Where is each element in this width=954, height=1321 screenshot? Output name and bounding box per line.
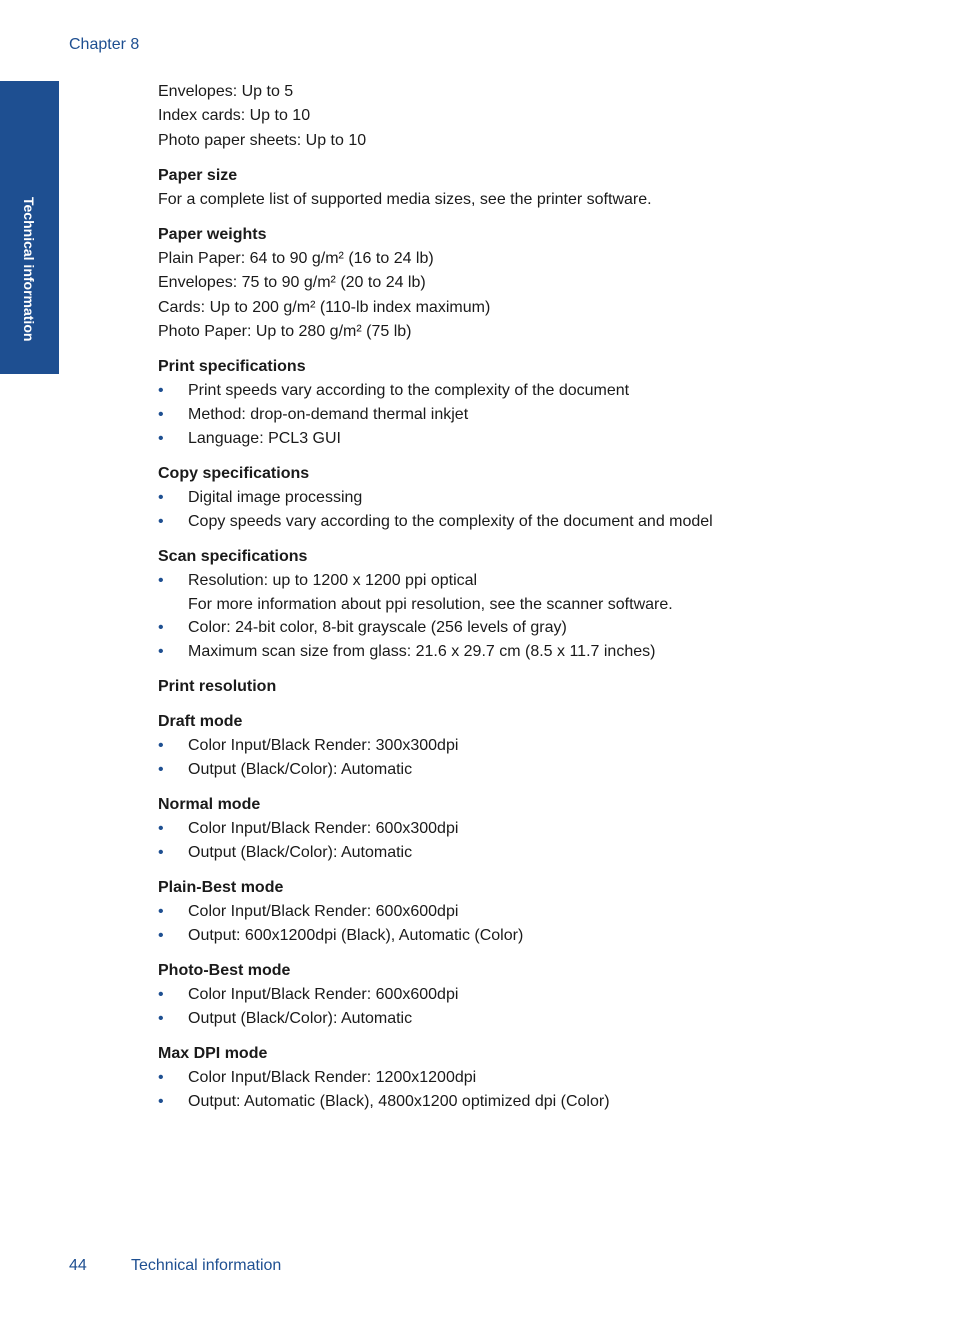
bullet-list [158,569,918,664]
bullet-icon: • [158,382,164,400]
paper-weight-line: Cards: Up to 200 g/m² (110-lb index maximum) [158,298,491,316]
bullet-list [158,817,918,865]
list-item: • Output (Black/Color): Automatic [158,1007,918,1031]
intro-line: Photo paper sheets: Up to 10 [158,131,367,149]
print-specs-section [158,355,918,451]
scan-specs-section [158,545,918,664]
mode-photo-best [158,959,918,1031]
list-item: • Color Input/Black Render: 600x600dpi [158,900,918,924]
paper-weight-line: Envelopes: 75 to 90 g/m² (20 to 24 lb) [158,274,426,292]
list-item: • Color Input/Black Render: 1200x1200dpi [158,1066,918,1090]
mode-heading: Photo-Best mode [158,962,291,980]
list-item: • Output (Black/Color): Automatic [158,758,918,782]
list-item: • Color: 24-bit color, 8-bit grayscale (256 levels of gray) [158,616,918,640]
list-item: • Method: drop-on-demand thermal inkjet [158,403,918,427]
bullet-list [158,379,918,451]
bullet-list [158,983,918,1031]
bullet-icon: • [158,761,164,779]
bullet-icon: • [158,1010,164,1028]
bullet-list [158,900,918,948]
bullet-icon: • [158,737,164,755]
list-item: • Color Input/Black Render: 600x300dpi [158,817,918,841]
side-tab-label: Technical information [21,197,37,342]
paper-weight-line: Plain Paper: 64 to 90 g/m² (16 to 24 lb) [158,250,434,268]
page-number: 44 [69,1257,87,1274]
bullet-icon: • [158,430,164,448]
bullet-list [158,1066,918,1114]
list-item: • Copy speeds vary according to the complexity of the document and model [158,510,918,534]
bullet-icon: • [158,489,164,507]
section-heading: Paper weights [158,226,267,244]
mode-draft [158,710,918,782]
bullet-icon: • [158,844,164,862]
intro-lines [158,80,918,153]
footer-title: Technical information [131,1257,282,1274]
paper-weights-section [158,223,918,344]
bullet-icon: • [158,820,164,838]
intro-line: Envelopes: Up to 5 [158,83,294,100]
bullet-list [158,486,918,534]
copy-specs-section [158,462,918,534]
list-item: • Digital image processing [158,486,918,510]
section-heading: Scan specifications [158,548,308,566]
bullet-icon: • [158,1069,164,1087]
section-heading: Print specifications [158,358,306,376]
mode-heading: Draft mode [158,713,243,731]
mode-normal [158,793,918,865]
paper-size-section [158,164,918,212]
list-item: • Language: PCL3 GUI [158,427,918,451]
mode-heading: Plain-Best mode [158,879,284,897]
list-item: • Color Input/Black Render: 600x600dpi [158,983,918,1007]
list-item: • Resolution: up to 1200 x 1200 ppi optical For more information about ppi resolution, see the scanner software. [158,569,918,616]
list-item: • Maximum scan size from glass: 21.6 x 29.7 cm (8.5 x 11.7 inches) [158,640,918,664]
list-item: • Color Input/Black Render: 300x300dpi [158,734,918,758]
bullet-list [158,734,918,782]
print-resolution-section [158,675,918,699]
intro-line: Index cards: Up to 10 [158,107,311,125]
list-item: • Output: Automatic (Black), 4800x1200 optimized dpi (Color) [158,1090,918,1114]
section-heading: Paper size [158,166,238,184]
bullet-icon: • [158,903,164,921]
list-item: • Output: 600x1200dpi (Black), Automatic (Color) [158,924,918,948]
mode-max-dpi [158,1042,918,1114]
bullet-icon: • [158,619,164,637]
bullet-icon: • [158,643,164,661]
chapter-label: Chapter 8 [69,36,140,53]
bullet-icon: • [158,1093,164,1111]
mode-heading: Normal mode [158,796,261,814]
bullet-icon: • [158,406,164,424]
paper-size-text: For a complete list of supported media sizes, see the printer software. [158,190,652,208]
bullet-icon: • [158,986,164,1004]
mode-heading: Max DPI mode [158,1045,268,1063]
paper-weight-line: Photo Paper: Up to 280 g/m² (75 lb) [158,323,412,341]
bullet-icon: • [158,513,164,531]
mode-plain-best [158,876,918,948]
bullet-icon: • [158,572,164,590]
list-item: • Output (Black/Color): Automatic [158,841,918,865]
section-heading: Print resolution [158,678,277,696]
content [158,80,918,1114]
bullet-icon: • [158,927,164,945]
list-item: • Print speeds vary according to the complexity of the document [158,379,918,403]
resolution-note: For more information about ppi resolution, see the scanner software. [188,596,673,614]
section-heading: Copy specifications [158,465,310,483]
